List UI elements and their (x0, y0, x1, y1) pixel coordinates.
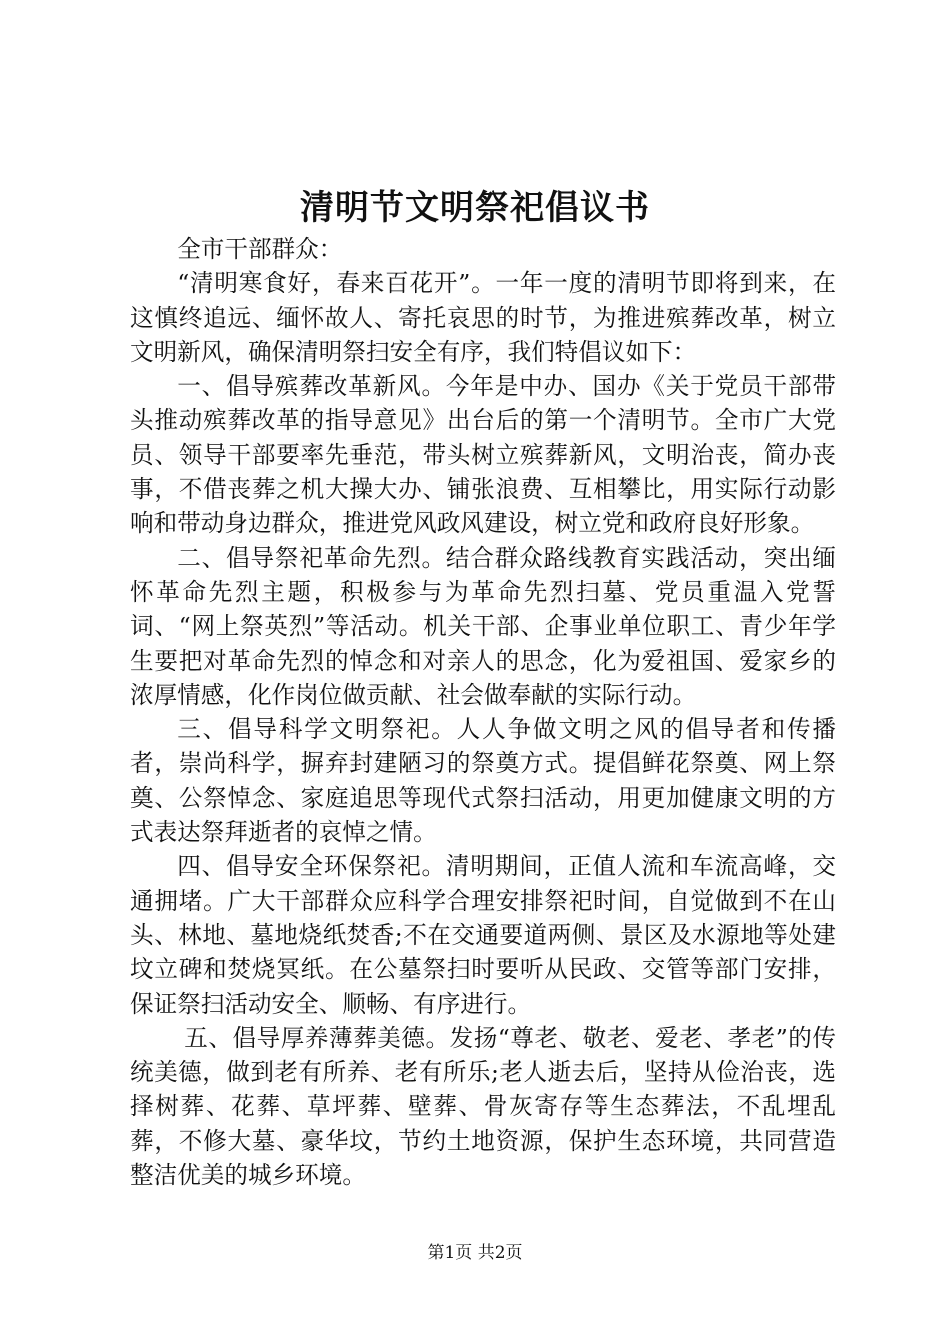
document-title: 清明节文明祭祀倡议书 (300, 188, 650, 228)
paragraph-intro: “清明寒食好，春来百花开”。一年一度的清明节即将到来，在这慎终追远、缅怀故人、寄托哀思的时节，为推进殡葬改革，树立文明新风，确保清明祭扫安全有序，我们特倡议如下： (130, 269, 836, 366)
salutation: 全市干部群众： (177, 235, 343, 263)
document-body (130, 232, 836, 1192)
paragraph-2: 二、倡导祭祀革命先烈。结合群众路线教育实践活动，突出缅怀革命先烈主题，积极参与为革命先烈扫墓、党员重温入党誓词、“网上祭英烈”等活动。机关干部、企事业单位职工、青少年学生要把对革命先烈的悼念和对亲人的思念，化为爱祖国、爱家乡的浓厚情感，化作岗位做贡献、社会做奉献的实际行动。 (130, 543, 836, 709)
paragraph-3: 三、倡导科学文明祭祀。人人争做文明之风的倡导者和传播者，崇尚科学，摒弃封建陋习的祭奠方式。提倡鲜花祭奠、网上祭奠、公祭悼念、家庭追思等现代式祭扫活动，用更加健康文明的方式表达祭拜逝者的哀悼之情。 (130, 715, 836, 847)
paragraph-4: 四、倡导安全环保祭祀。清明期间，正值人流和车流高峰，交通拥堵。广大干部群众应科学合理安排祭祀时间，自觉做到不在山头、林地、墓地烧纸焚香;不在交通要道两侧、景区及水源地等处建坟立碑和焚烧冥纸。在公墓祭扫时要听从民政、交管等部门安排，保证祭扫活动安全、顺畅、有序进行。 (130, 852, 836, 1018)
paragraph-1: 一、倡导殡葬改革新风。今年是中办、国办《关于党员干部带头推动殡葬改革的指导意见》出台后的第一个清明节。全市广大党员、领导干部要率先垂范，带头树立殡葬新风，文明治丧，简办丧事，不借丧葬之机大操大办、铺张浪费、互相攀比，用实际行动影响和带动身边群众，推进党风政风建设，树立党和政府良好形象。 (130, 372, 836, 538)
paragraph-5: 五、倡导厚养薄葬美德。发扬“尊老、敬老、爱老、孝老”的传统美德，做到老有所养、老有所乐;老人逝去后，坚持从俭治丧，选择树葬、花葬、草坪葬、壁葬、骨灰寄存等生态葬法，不乱埋乱葬，不修大墓、豪华坟，节约土地资源，保护生态环境，共同营造整洁优美的城乡环境。 (130, 1023, 836, 1190)
page-number-footer: 第1页 共2页 (427, 1243, 523, 1263)
